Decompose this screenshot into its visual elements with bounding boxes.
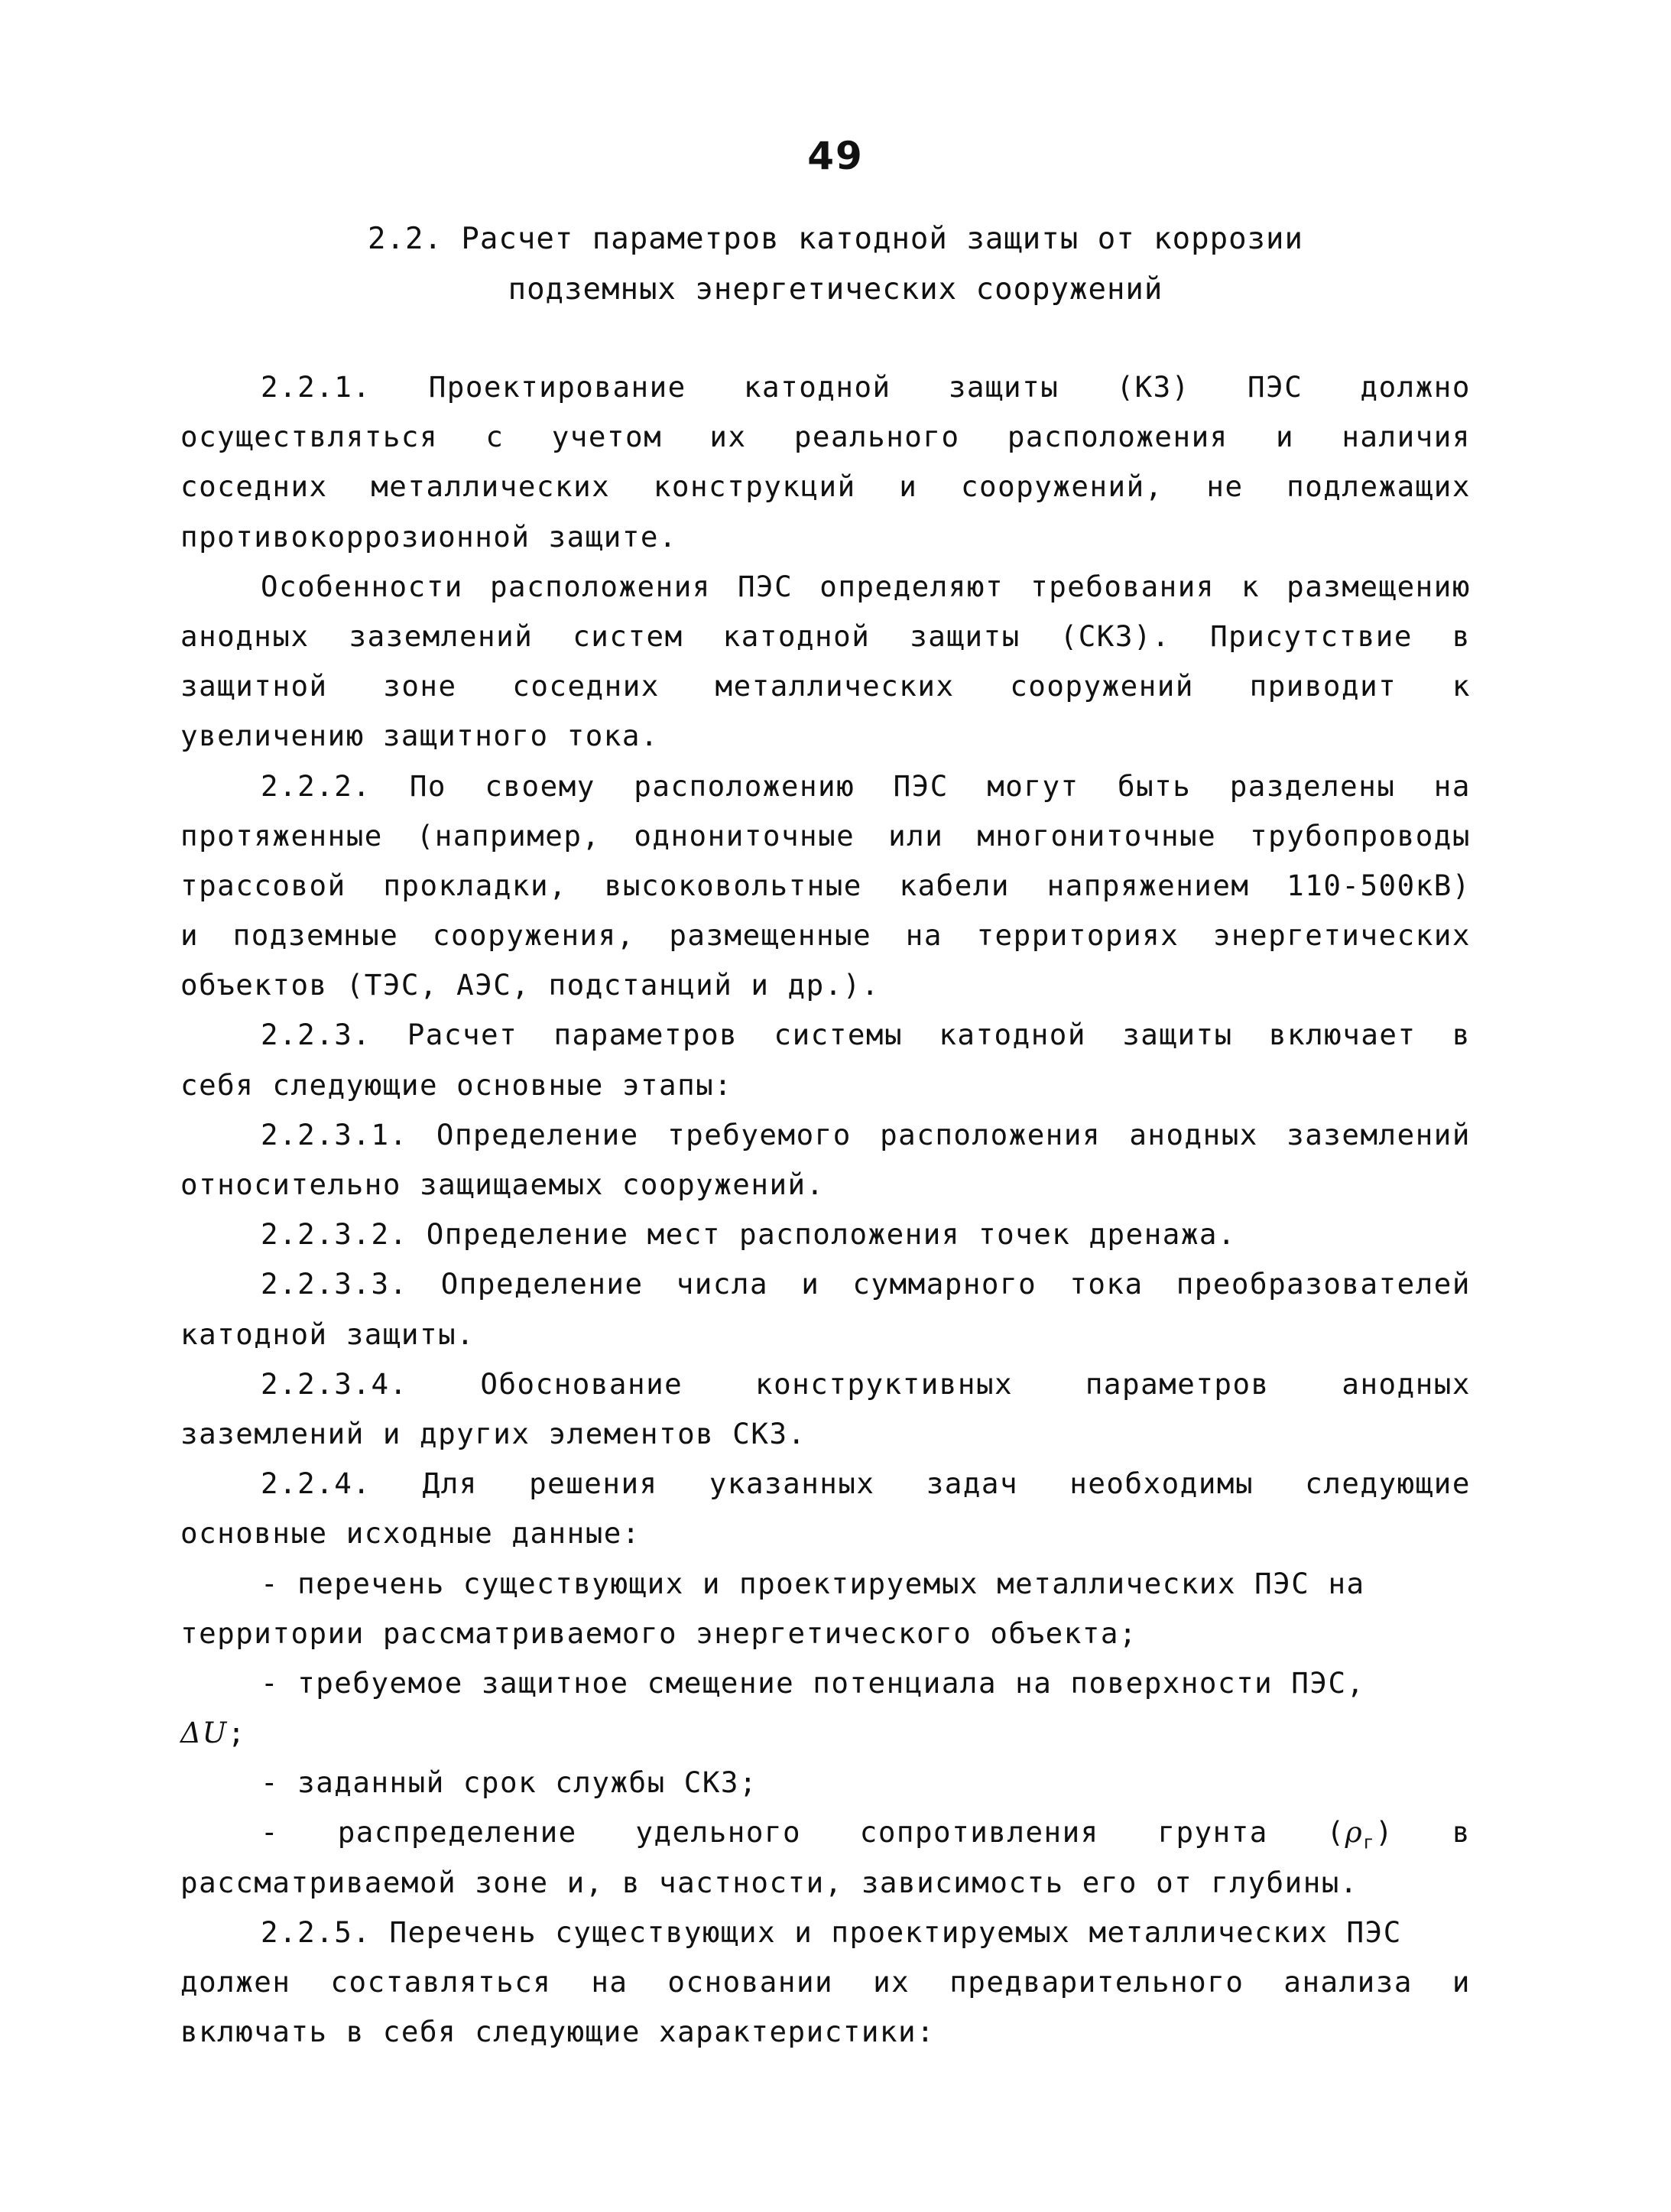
word: Определение (436, 1117, 639, 1151)
body-text (180, 362, 1471, 2057)
word: напряжением (1046, 868, 1250, 902)
word: защитной (180, 669, 328, 703)
word: предварительного (949, 1965, 1244, 1999)
word: Для (422, 1467, 478, 1501)
word: и (1276, 420, 1295, 454)
word: требования (1030, 569, 1215, 603)
word: 2.2.3.3. (261, 1267, 408, 1301)
paragraph-line: катодной защиты. (180, 1317, 475, 1351)
word: 2.2.3.1. (261, 1117, 408, 1151)
word: расположения (1007, 420, 1228, 454)
word: (КЗ) (1116, 370, 1190, 404)
word: необходимы (1069, 1467, 1254, 1501)
paragraph-line: объектов (ТЭС, АЭС, подстанций и др.). (180, 968, 880, 1002)
word: катодной (939, 1018, 1086, 1052)
word: 110-500кВ) (1287, 868, 1471, 902)
word: включает (1268, 1018, 1416, 1052)
word: Присутствие (1210, 619, 1413, 653)
paragraph-line (180, 1259, 1471, 1309)
paragraph-line (180, 1459, 1471, 1509)
word: размещенные (669, 918, 872, 953)
word: прокладки, (383, 868, 568, 902)
word: однониточные (634, 818, 855, 853)
paragraph-line (180, 1010, 1471, 1060)
rho-subscript: г (1363, 1831, 1376, 1853)
paragraph-line: относительно защищаемых сооружений. (180, 1168, 825, 1201)
word: защиты (948, 370, 1059, 404)
word: сооружений, (960, 469, 1163, 504)
word: на (905, 918, 943, 953)
paragraph-line (180, 861, 1471, 911)
word: не (1206, 469, 1244, 504)
word: По (409, 768, 447, 803)
paragraph-line (180, 562, 1471, 612)
paragraph-line (180, 1110, 1471, 1160)
paragraph-line (180, 661, 1471, 711)
word: анодных (1129, 1117, 1258, 1151)
word: числа (676, 1267, 769, 1301)
word: приводит (1249, 669, 1397, 703)
word: Проектирование (428, 370, 686, 404)
word: составляться (330, 1965, 552, 1999)
word: системы (774, 1018, 904, 1052)
word: (СКЗ). (1059, 619, 1171, 653)
word: параметров (1085, 1366, 1270, 1401)
word: суммарного (852, 1267, 1037, 1301)
list-item-line: - требуемое защитное смещение потенциала на поверхности ПЭС, (261, 1665, 1365, 1700)
word: расположения (880, 1117, 1102, 1151)
word: определяют (819, 569, 1004, 603)
word: подземные (232, 918, 399, 953)
word: 2.2.3.4. (261, 1366, 408, 1401)
word: катодной (722, 619, 871, 653)
word: защиты (1122, 1018, 1233, 1052)
word: на (591, 1965, 628, 1999)
word: 2.2.2. (261, 768, 372, 803)
word: многониточные (977, 818, 1217, 853)
list-item-line: - перечень существующих и проектируемых металлических ПЭС на (261, 1566, 1365, 1600)
paragraph-line (180, 911, 1471, 960)
word: распределение (337, 1815, 577, 1850)
word: сооружения, (432, 918, 635, 953)
page-number: 49 (807, 134, 864, 178)
word: Расчет (407, 1018, 518, 1052)
paragraph-line (180, 1957, 1471, 2007)
paragraph-line (180, 462, 1471, 512)
paragraph-line: включать в себя следующие характеристики: (180, 2015, 936, 2049)
word: Определение (440, 1267, 644, 1301)
word: должно (1360, 370, 1471, 404)
paragraph-line (180, 412, 1471, 462)
word: конструкций (653, 469, 856, 504)
word: в (1452, 1815, 1471, 1850)
paragraph-line (180, 762, 1471, 811)
word: осуществляться (180, 420, 439, 454)
word: высоковольтные (604, 868, 862, 902)
word: тока (1069, 1267, 1144, 1301)
word: ПЭС (1248, 370, 1303, 404)
word: к (1452, 669, 1471, 703)
word: анализа (1283, 1965, 1413, 1999)
word: их (709, 420, 747, 454)
soil-resistivity-formula: $(\rho_г)$ (1326, 1815, 1394, 1853)
word: преобразователей (1176, 1267, 1471, 1301)
word: сопротивления (859, 1815, 1099, 1850)
word: подлежащих (1287, 469, 1471, 504)
word: с (485, 420, 505, 454)
word: территориях (976, 918, 1179, 953)
word: соседних (512, 669, 660, 703)
word: металлических (715, 669, 955, 703)
word: трубопроводы (1250, 818, 1471, 853)
word: кабели (899, 868, 1010, 902)
word: решения (529, 1467, 658, 1501)
paragraph-line: противокоррозионной защите. (180, 519, 678, 554)
word: в (1452, 1018, 1471, 1052)
word: зоне (383, 669, 457, 703)
word: разделены (1229, 768, 1396, 803)
word: и (1452, 1965, 1471, 1999)
word: или (888, 818, 944, 853)
word: защиты (910, 619, 1020, 653)
paragraph-line (180, 612, 1471, 661)
word: катодной (743, 370, 891, 404)
word: реального (793, 420, 960, 454)
word: сооружений (1010, 669, 1194, 703)
word: (например, (416, 818, 601, 853)
word: и (180, 918, 200, 953)
word: наличия (1342, 420, 1471, 454)
word: - (261, 1815, 280, 1850)
paragraph-line (180, 362, 1471, 412)
word: учетом (551, 420, 663, 454)
delta-u-symbol: ΔU (180, 1716, 228, 1750)
list-item-line: территории рассматриваемого энергетического объекта; (180, 1616, 1137, 1650)
word: быть (1118, 768, 1192, 803)
heading-line-2: подземных энергетических сооружений (508, 272, 1163, 307)
word: грунта (1157, 1815, 1268, 1850)
word: размещению (1287, 569, 1471, 603)
paragraph-line: основные исходные данные: (180, 1516, 641, 1551)
word: энергетических (1212, 918, 1471, 953)
paragraph-line: 2.2.3.2. Определение мест расположения точек дренажа. (261, 1217, 1237, 1252)
word: основании (667, 1965, 834, 1999)
word: в (1452, 619, 1471, 653)
word: следующие (1305, 1467, 1471, 1501)
paragraph-line: себя следующие основные этапы: (180, 1067, 733, 1102)
word: систем (573, 619, 683, 653)
list-item-line: рассматриваемой зоне и, в частности, зависимость его от глубины. (180, 1865, 1358, 1899)
section-heading (0, 214, 1671, 315)
list-item-line (180, 1808, 1471, 1857)
word: своему (485, 768, 595, 803)
paragraph-line: увеличению защитного тока. (180, 719, 659, 753)
word: параметров (553, 1018, 738, 1052)
paragraph-line (180, 811, 1471, 861)
word: их (873, 1965, 910, 1999)
word: требуемого (667, 1117, 852, 1151)
word: Обоснование (480, 1366, 683, 1401)
word: и (801, 1267, 820, 1301)
word: ПЭС (737, 569, 793, 603)
word: заземлений (1287, 1117, 1471, 1151)
word: 2.2.3. (261, 1018, 372, 1052)
word: соседних (180, 469, 328, 504)
word: к (1241, 569, 1261, 603)
word: и (899, 469, 918, 504)
word: анодных (1342, 1366, 1471, 1401)
word: указанных (709, 1467, 875, 1501)
heading-line-1: 2.2. Расчет параметров катодной защиты от коррозии (368, 222, 1303, 256)
word: трассовой (180, 868, 346, 902)
paragraph-line (180, 1359, 1471, 1409)
word: 2.2.1. (261, 370, 372, 404)
word: заземлений (349, 619, 534, 653)
list-item-line (180, 1708, 1471, 1758)
word: задач (926, 1467, 1019, 1501)
word: должен (180, 1965, 291, 1999)
word: 2.2.4. (261, 1467, 372, 1501)
paragraph-line: заземлений и других элементов СКЗ. (180, 1416, 806, 1450)
word: на (1433, 768, 1471, 803)
word: расположения (489, 569, 711, 603)
list-item-punctuation: ; (227, 1716, 246, 1750)
word: протяженные (180, 818, 383, 853)
word: могут (987, 768, 1079, 803)
list-item-line: - заданный срок службы СКЗ; (261, 1765, 758, 1800)
word: удельного (635, 1815, 802, 1850)
paragraph-line: 2.2.5. Перечень существующих и проектируемых металлических ПЭС (261, 1915, 1402, 1949)
word: ПЭС (893, 768, 949, 803)
word: Особенности (261, 569, 463, 603)
word: конструктивных (755, 1366, 1014, 1401)
word: расположению (634, 768, 855, 803)
word: анодных (180, 619, 310, 653)
word: металлических (371, 469, 611, 504)
rho-symbol: ρ (1345, 1815, 1364, 1850)
